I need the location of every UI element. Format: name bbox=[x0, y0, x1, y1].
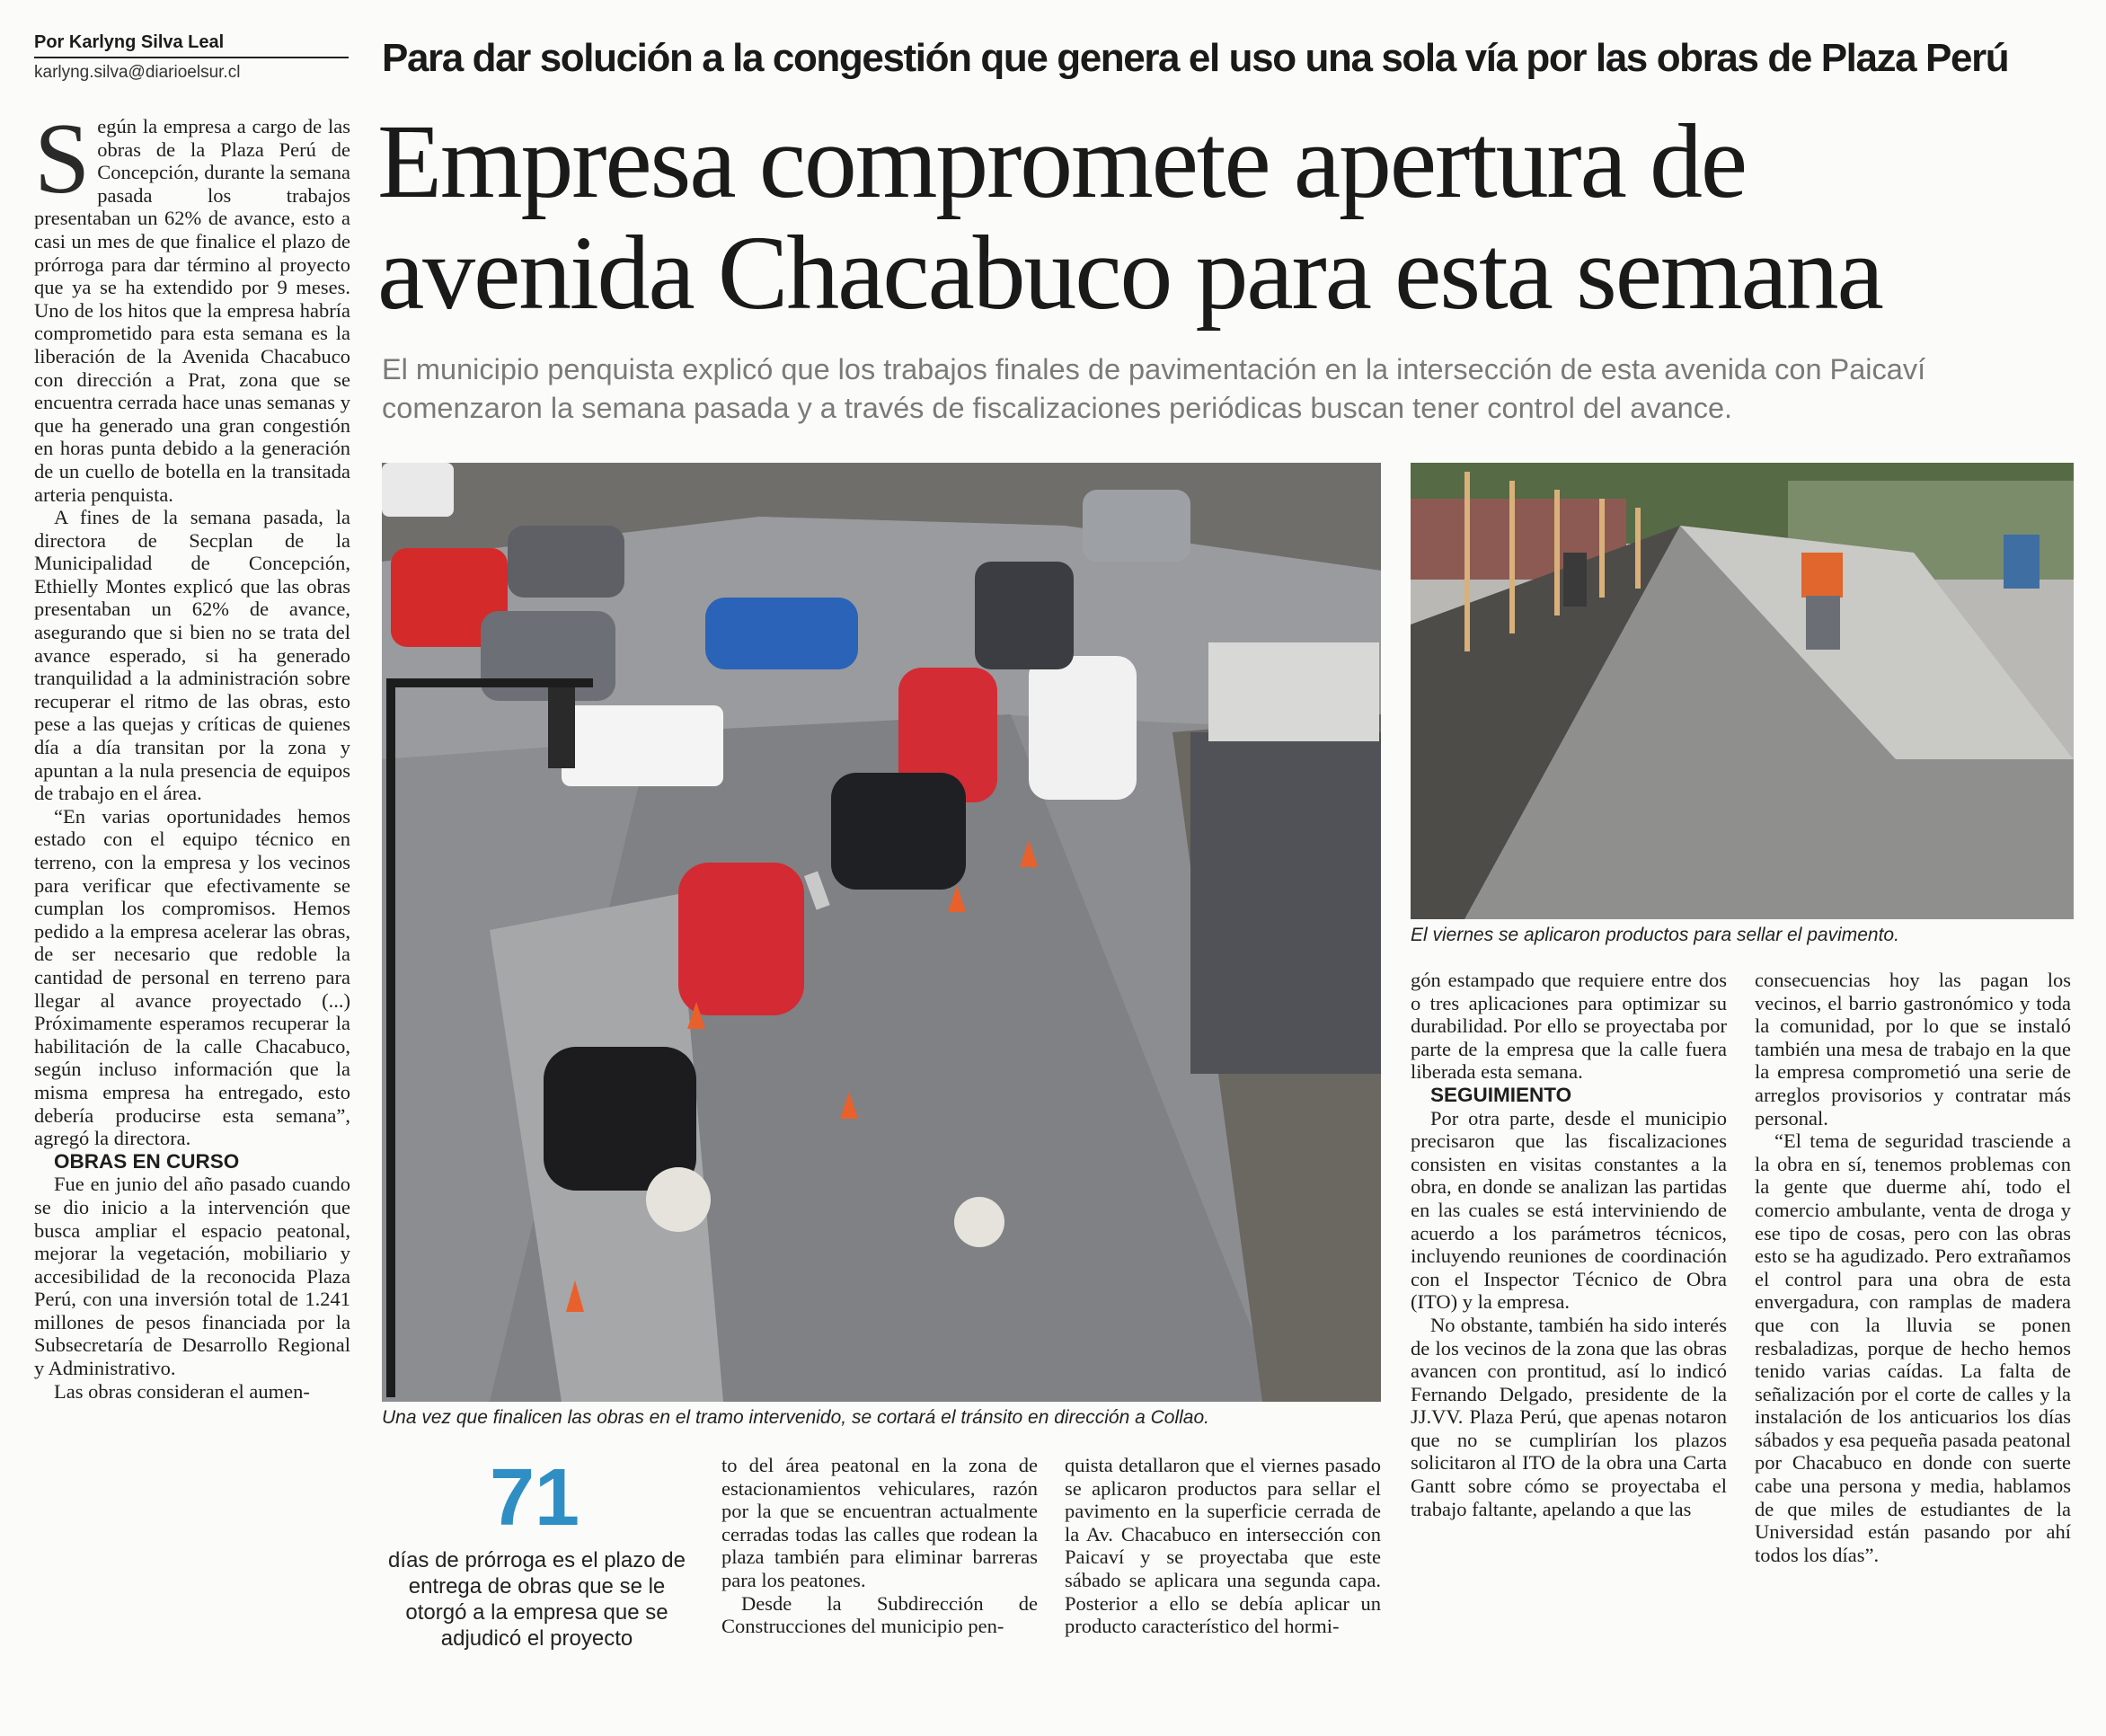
kicker: Para dar solución a la congestión que genera el uso una sola vía por las obras de Plaza Perú bbox=[382, 36, 2009, 80]
column-3 bbox=[1065, 1454, 1381, 1638]
author-name: Por Karlyng Silva Leal bbox=[34, 32, 349, 58]
main-photo bbox=[382, 463, 1381, 1402]
paragraph: A fines de la semana pasada, la directora de Secplan de la Municipalidad de Concepción, Ethielly Montes explicó que las obras presentaban un 62% de avance, asegurando que si bien no se trata del avance esperado, si ha generado tranquilidad a la administración sobre recuperar el ritmo de las obras, esto pese a las quejas y críticas de quienes día a día transitan por la zona y apuntan a la nula presencia de equipos de trabajo en el área. bbox=[34, 506, 350, 805]
paragraph: No obstante, también ha sido interés de los vecinos de la zona que las obras avancen con prontitud, así lo indicó Fernando Delgado, presidente de la JJ.VV. Plaza Perú, que apenas notaron que no se cumplirían los plazos solicitaron al ITO de la obra una Carta Gantt sobre cómo se proyectaba el trabajo faltante, apelando a que las bbox=[1411, 1313, 1727, 1520]
headline bbox=[377, 102, 2084, 332]
column-2 bbox=[721, 1454, 1038, 1638]
paragraph: “En varias oportunidades hemos estado con el equipo técnico en terreno, con la empresa y los vecinos para verificar que efectivamente se cumplan los compromisos. Hemos pedido a la empresa acelerar las obras, de ser necesario que redoble la cantidad de personal en terreno para llegar al avance proyectado (...) Próximamente esperamos recuperar la habilitación de la calle Chacabuco, según incluso información que la misma empresa ha entregado, esto debería producirse esta semana”, agregó la directora. bbox=[34, 804, 350, 1150]
paragraph: Desde la Subdirección de Construcciones del municipio pen- bbox=[721, 1591, 1038, 1638]
paragraph: to del área peatonal en la zona de estacionamientos vehiculares, razón por la que se encuentran actualmente cerradas todas las calles que rodean la plaza también para eliminar barreras para los peatones. bbox=[721, 1454, 1038, 1591]
paragraph: “El tema de seguridad trasciende a la obra en sí, tenemos problemas con la gente que duerme ahí, todo el comercio ambulante, venta de droga y ese tipo de cosas, pero con las obras esto se ha agudizado. Pero extrañamos el control para una obra de esta envergadura, con ramplas de madera que con la lluvia se ponen resbaladizas, porque de hecho hemos tenido varias caídas. La falta de señalización por el corte de calles y la instalación de los anticuarios los días sábados y esa pequeña pasada peatonal por Chacabuco en donde con suerte cabe una persona y media, hablamos de que miles de estudiantes de la Universidad están pasando por ahí todos los días”. bbox=[1755, 1129, 2071, 1566]
dropcap: S bbox=[34, 103, 91, 215]
subhead-obras-en-curso: OBRAS EN CURSO bbox=[54, 1149, 240, 1173]
side-photo-caption: El viernes se aplicaron productos para sellar el pavimento. bbox=[1411, 925, 1899, 945]
column-4 bbox=[1411, 969, 1727, 1520]
deck: El municipio penquista explicó que los trabajos finales de pavimentación en la intersección de esta avenida con Paicaví comenzaron la semana pasada y a través de fiscalizaciones periódicas buscan tener control del avance. bbox=[382, 353, 1926, 424]
paragraph: Según la empresa a cargo de las obras de la Plaza Perú de Concepción, durante la semana pasada los trabajos presentaban un 62% de avance, esto a casi un mes de que finalice el plazo de prórroga para dar término al proyecto que ya se ha extendido por 9 meses. Uno de los hitos que la empresa habría comprometido para esta semana es la liberación de la Avenida Chacabuco con dirección a Prat, zona que se encuentra cerrada hace unas semanas y que ha generado una gran congestión en horas punta debido a la generación de un cuello de botella en la transitada arteria penquista. bbox=[34, 103, 350, 506]
paragraph: quista detallaron que el viernes pasado se aplicaron productos para sellar el pavimento en la superficie cerrada de la Av. Chacabuco en intersección con Paicaví y se proyectaba que este sábado se aplicara una segunda capa. Posterior a ello se debía aplicar un producto característico del hormi- bbox=[1065, 1454, 1381, 1638]
stat-text: días de prórroga es el plazo de entrega de obras que se le otorgó a la empresa que se adjudicó el proyecto bbox=[388, 1548, 686, 1651]
stat-number: 71 bbox=[489, 1453, 580, 1543]
paragraph: consecuencias hoy las pagan los vecinos, el barrio gastronómico y toda la comunidad, por lo que se instaló también una mesa de trabajo en la que la empresa comprometió una serie de arreglos provisorios y contratar más personal. bbox=[1755, 969, 2071, 1129]
paragraph: Por otra parte, desde el municipio precisaron que las fiscalizaciones consisten en visitas constantes a la obra, en donde se analizan las partidas en las cuales se está interviniendo de acuerdo a los parámetros técnicos, incluyendo reuniones de coordinación con el Inspector Técnico de Obra (ITO) y la empresa. bbox=[1411, 1106, 1727, 1314]
paragraph: Fue en junio del año pasado cuando se dio inicio a la intervención que busca ampliar el espacio peatonal, mejorar la vegetación, mobiliario y accesibilidad de la reconocida Plaza Perú, con una inversión total de 1.241 millones de pesos financiada por la Subsecretaría de Desarrollo Regional y Administrativo. bbox=[34, 1173, 350, 1380]
headline-line-2: avenida Chacabuco para esta semana bbox=[377, 214, 1882, 332]
side-photo bbox=[1411, 463, 2074, 919]
subhead-seguimiento: SEGUIMIENTO bbox=[1430, 1083, 1572, 1106]
paragraph: Las obras consideran el aumen- bbox=[54, 1379, 310, 1403]
main-photo-caption: Una vez que finalicen las obras en el tramo intervenido, se cortará el tránsito en dirección a Collao. bbox=[382, 1407, 1209, 1428]
author-email: karlyng.silva@diarioelsur.cl bbox=[34, 63, 241, 82]
column-5 bbox=[1755, 969, 2071, 1566]
paragraph: gón estampado que requiere entre dos o tres aplicaciones para optimizar su durabilidad. Por ello se proyectaba por parte de la empresa que la calle fuera liberada esta semana. bbox=[1411, 969, 1727, 1084]
byline bbox=[34, 32, 349, 83]
column-1 bbox=[34, 103, 350, 1403]
headline-line-1: Empresa compromete apertura de bbox=[377, 102, 1746, 220]
